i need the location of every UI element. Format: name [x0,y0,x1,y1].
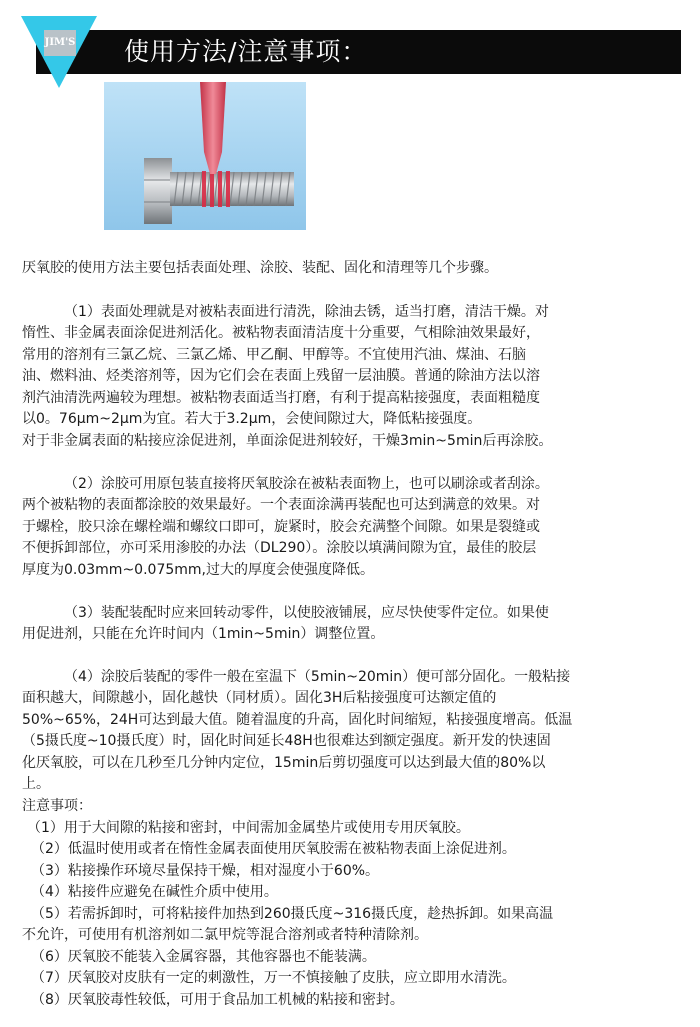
step2-line1: （2）涂胶可用原包装直接将厌氧胶涂在被粘表面物上，也可以刷涂或者刮涂。 [64,476,549,492]
step4-line6: 上。 [22,776,50,792]
note-2: （2）低温时使用或者在惰性金属表面使用厌氧胶需在被粘物表面上涂促进剂。 [31,841,516,857]
step4-line3: 50%~65%，24H可达到最大值。随着温度的升高，固化时间缩短，粘接强度增高。低温 [22,712,573,728]
note-6: （6）厌氧胶不能装入金属容器，其他容器也不能装满。 [31,949,376,965]
step2-line3: 于螺栓，胶只涂在螺栓端和螺纹口即可，旋紧时，胶会充满整个间隙。如果是裂缝或 [22,519,540,535]
step1-line1: （1）表面处理就是对被粘表面进行清洗，除油去锈，适当打磨，清洁干燥。对 [64,304,549,320]
note-8: （8）厌氧胶毒性较低，可用于食品加工机械的粘接和密封。 [31,992,404,1008]
step3-line2: 用促进剂，只能在允许时间内（1min~5min）调整位置。 [22,626,385,642]
step4-line5: 化厌氧胶，可以在几秒至几分钟内定位，15min后剪切强度可以达到最大值的80%以 [22,755,546,771]
note-7: （7）厌氧胶对皮肤有一定的刺激性，万一不慎接触了皮肤，应立即用水清洗。 [31,970,516,986]
note-1: （1）用于大间隙的粘接和密封，中间需加金属垫片或使用专用厌氧胶。 [27,820,470,836]
step4-line4: （5摄氏度~10摄氏度）时，固化时间延长48H也很难达到额定强度。新开发的快速固 [22,733,551,749]
note-3: （3）粘接操作环境尽量保持干燥，相对湿度小于60%。 [31,863,380,879]
step1-line4: 油、燃料油、烃类溶剂等，因为它们会在表面上残留一层油膜。普通的除油方法以溶 [22,368,540,384]
note-4: （4）粘接件应避免在碱性介质中使用。 [31,884,278,900]
step4-line2: 面积越大，间隙越小，固化越快（同材质）。固化3H后粘接强度可达额定值的 [22,690,497,706]
note-5-line2: 不允许，可使用有机溶剂如二氯甲烷等混合溶剂或者特种清除剂。 [22,927,428,943]
step1-line6: 以0。76μm~2μm为宜。若大于3.2μm，会使间隙过大，降低粘接强度。 [22,411,482,427]
product-photo [104,82,306,230]
step2-line5: 厚度为0.03mm~0.075mm,过大的厚度会使强度降低。 [22,562,374,578]
bolt-shank [170,172,294,206]
step1-line2: 惰性、非金属表面涂促进剂活化。被粘物表面清洁度十分重要，气相除油效果最好， [22,325,540,341]
notes-heading: 注意事项： [22,798,92,814]
page-title: 使用方法/注意事项： [124,37,368,66]
bolt-head [144,158,172,224]
step1-line7: 对于非金属表面的粘接应涂促进剂，单面涂促进剂较好，干燥3min~5min后再涂胶。 [22,433,553,449]
step1-line5: 剂汽油清洗两遍较为理想。被粘物表面适当打磨，有利于提高粘接强度，表面粗糙度 [22,390,540,406]
step3-line1: （3）装配装配时应来回转动零件，以使胶液铺展，应尽快使零件定位。如果使 [64,605,549,621]
logo: JIM'S [44,30,76,56]
step4-line1: （4）涂胶后装配的零件一般在室温下（5min~20min）便可部分固化。一般粘接 [64,669,571,685]
intro-paragraph: 厌氧胶的使用方法主要包括表面处理、涂胶、装配、固化和清理等几个步骤。 [22,260,498,276]
note-5-line1: （5）若需拆卸时，可将粘接件加热到260摄氏度~316摄氏度，趁热拆卸。如果高温 [31,906,554,922]
step2-line2: 两个被粘物的表面都涂胶的效果最好。一个表面涂满再装配也可达到满意的效果。对 [22,497,540,513]
step1-line3: 常用的溶剂有三氯乙烷、三氯乙烯、甲乙酮、甲醇等。不宜使用汽油、煤油、石脑 [22,347,526,363]
step2-line4: 不便拆卸部位，亦可采用渗胶的办法（DL290）。涂胶以填满间隙为宜，最佳的胶层 [22,540,537,556]
